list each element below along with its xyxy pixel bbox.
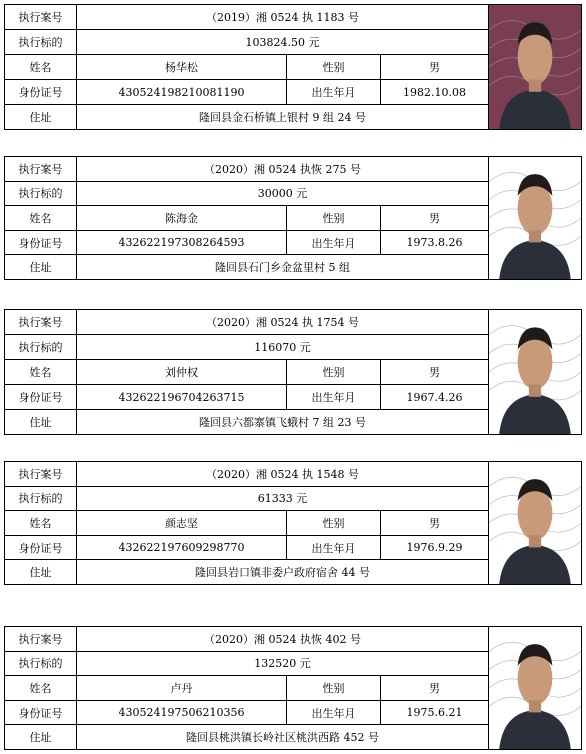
id-number-label: 身份证号 — [5, 80, 77, 104]
id-number-value: 430524197506210356 — [77, 701, 287, 725]
case-number-value: （2019）湘 0524 执 1183 号 — [206, 11, 359, 24]
name-label: 姓名 — [5, 360, 77, 384]
name-label: 姓名 — [5, 206, 77, 230]
amount-value: 61333 元 — [257, 492, 308, 506]
person-photo — [489, 627, 581, 749]
amount-value: 103824.50 元 — [245, 36, 320, 49]
name-value: 卢丹 — [77, 676, 287, 700]
name-value: 刘仲权 — [77, 360, 287, 384]
case-number-label: 执行案号 — [5, 157, 77, 181]
birth-date-value: 1982.10.08 — [403, 85, 466, 99]
name-value: 颜志坚 — [77, 511, 287, 535]
gender-label: 性别 — [287, 360, 381, 384]
birth-date-label: 出生年月 — [287, 536, 381, 560]
id-number-label: 身份证号 — [5, 231, 77, 255]
gender-label: 性别 — [287, 206, 381, 230]
id-row — [5, 385, 488, 410]
amount-label: 执行标的 — [5, 30, 77, 54]
case-number-label: 执行案号 — [5, 462, 77, 486]
name-label: 姓名 — [5, 676, 77, 700]
name-value: 陈海金 — [77, 206, 287, 230]
address-row — [5, 410, 488, 434]
case-number-label: 执行案号 — [5, 627, 77, 651]
name-row — [5, 55, 488, 80]
id-number-value: 432622196704263715 — [77, 385, 287, 409]
case-number-value: （2020）湘 0524 执 1754 号 — [206, 316, 359, 329]
amount-label: 执行标的 — [5, 335, 77, 359]
birth-date-value: 1967.4.26 — [406, 390, 463, 404]
amount-row — [5, 30, 488, 55]
person-photo — [489, 5, 581, 129]
id-number-label: 身份证号 — [5, 536, 77, 560]
record-info — [5, 627, 489, 749]
case-number-value: （2020）湘 0524 执 1548 号 — [206, 467, 359, 481]
record-table — [4, 309, 582, 435]
gender-label: 性别 — [287, 676, 381, 700]
address-row — [5, 105, 488, 129]
id-row — [5, 701, 488, 726]
name-row — [5, 511, 488, 536]
address-row — [5, 255, 488, 279]
address-label: 住址 — [5, 105, 77, 129]
record-table — [4, 156, 582, 280]
name-row — [5, 676, 488, 701]
birth-date-label: 出生年月 — [287, 701, 381, 725]
person-photo-icon — [489, 310, 581, 434]
case-number-label: 执行案号 — [5, 310, 77, 334]
case-number-value: （2020）湘 0524 执恢 275 号 — [204, 162, 361, 176]
case-number-row — [5, 5, 488, 30]
gender-label: 性别 — [287, 55, 381, 79]
birth-date-label: 出生年月 — [287, 231, 381, 255]
record-info — [5, 5, 489, 129]
address-value: 隆回县六都寨镇飞蛾村 7 组 23 号 — [199, 416, 366, 429]
name-row — [5, 360, 488, 385]
gender-value: 男 — [429, 681, 440, 695]
person-photo-icon — [489, 157, 581, 279]
record-info — [5, 462, 489, 584]
gender-value: 男 — [429, 61, 440, 74]
gender-label: 性别 — [287, 511, 381, 535]
amount-label: 执行标的 — [5, 182, 77, 206]
record-table — [4, 461, 582, 585]
name-label: 姓名 — [5, 511, 77, 535]
birth-date-label: 出生年月 — [287, 385, 381, 409]
person-photo-icon — [489, 627, 581, 749]
id-number-value: 432622197308264593 — [77, 231, 287, 255]
id-number-value: 430524198210081190 — [77, 80, 287, 104]
name-value: 杨华松 — [77, 55, 287, 79]
birth-date-value: 1973.8.26 — [406, 236, 463, 250]
amount-value: 116070 元 — [254, 341, 311, 354]
address-row — [5, 725, 488, 749]
address-value: 隆回县石门乡金盆里村 5 组 — [215, 261, 350, 275]
address-label: 住址 — [5, 410, 77, 434]
id-row — [5, 80, 488, 105]
id-row — [5, 231, 488, 256]
person-photo — [489, 157, 581, 279]
case-number-row — [5, 310, 488, 335]
person-photo — [489, 462, 581, 584]
name-label: 姓名 — [5, 55, 77, 79]
address-label: 住址 — [5, 255, 77, 279]
record-table — [4, 626, 582, 750]
birth-date-label: 出生年月 — [287, 80, 381, 104]
address-value: 隆回县金石桥镇上银村 9 组 24 号 — [199, 111, 366, 124]
id-row — [5, 536, 488, 561]
name-row — [5, 206, 488, 231]
amount-row — [5, 487, 488, 512]
id-number-label: 身份证号 — [5, 385, 77, 409]
address-label: 住址 — [5, 725, 77, 749]
case-number-row — [5, 462, 488, 487]
amount-value: 132520 元 — [254, 657, 311, 671]
gender-value: 男 — [429, 366, 440, 379]
id-number-value: 432622197609298770 — [77, 536, 287, 560]
address-value: 隆回县岩口镇非委户政府宿舍 44 号 — [195, 566, 370, 580]
amount-row — [5, 652, 488, 677]
gender-value: 男 — [429, 211, 440, 225]
amount-label: 执行标的 — [5, 487, 77, 511]
amount-row — [5, 335, 488, 360]
amount-row — [5, 182, 488, 207]
birth-date-value: 1976.9.29 — [406, 541, 463, 555]
address-row — [5, 560, 488, 584]
address-label: 住址 — [5, 560, 77, 584]
record-info — [5, 310, 489, 434]
person-photo — [489, 310, 581, 434]
case-number-row — [5, 157, 488, 182]
amount-label: 执行标的 — [5, 652, 77, 676]
id-number-label: 身份证号 — [5, 701, 77, 725]
case-number-row — [5, 627, 488, 652]
person-photo-icon — [489, 462, 581, 584]
record-info — [5, 157, 489, 279]
birth-date-value: 1975.6.21 — [406, 706, 463, 720]
address-value: 隆回县桃洪镇长岭社区桃洪西路 452 号 — [186, 731, 379, 745]
person-photo-icon — [489, 5, 581, 129]
gender-value: 男 — [429, 516, 440, 530]
case-number-value: （2020）湘 0524 执恢 402 号 — [204, 632, 361, 646]
record-table — [4, 4, 582, 130]
case-number-label: 执行案号 — [5, 5, 77, 29]
amount-value: 30000 元 — [257, 187, 308, 201]
